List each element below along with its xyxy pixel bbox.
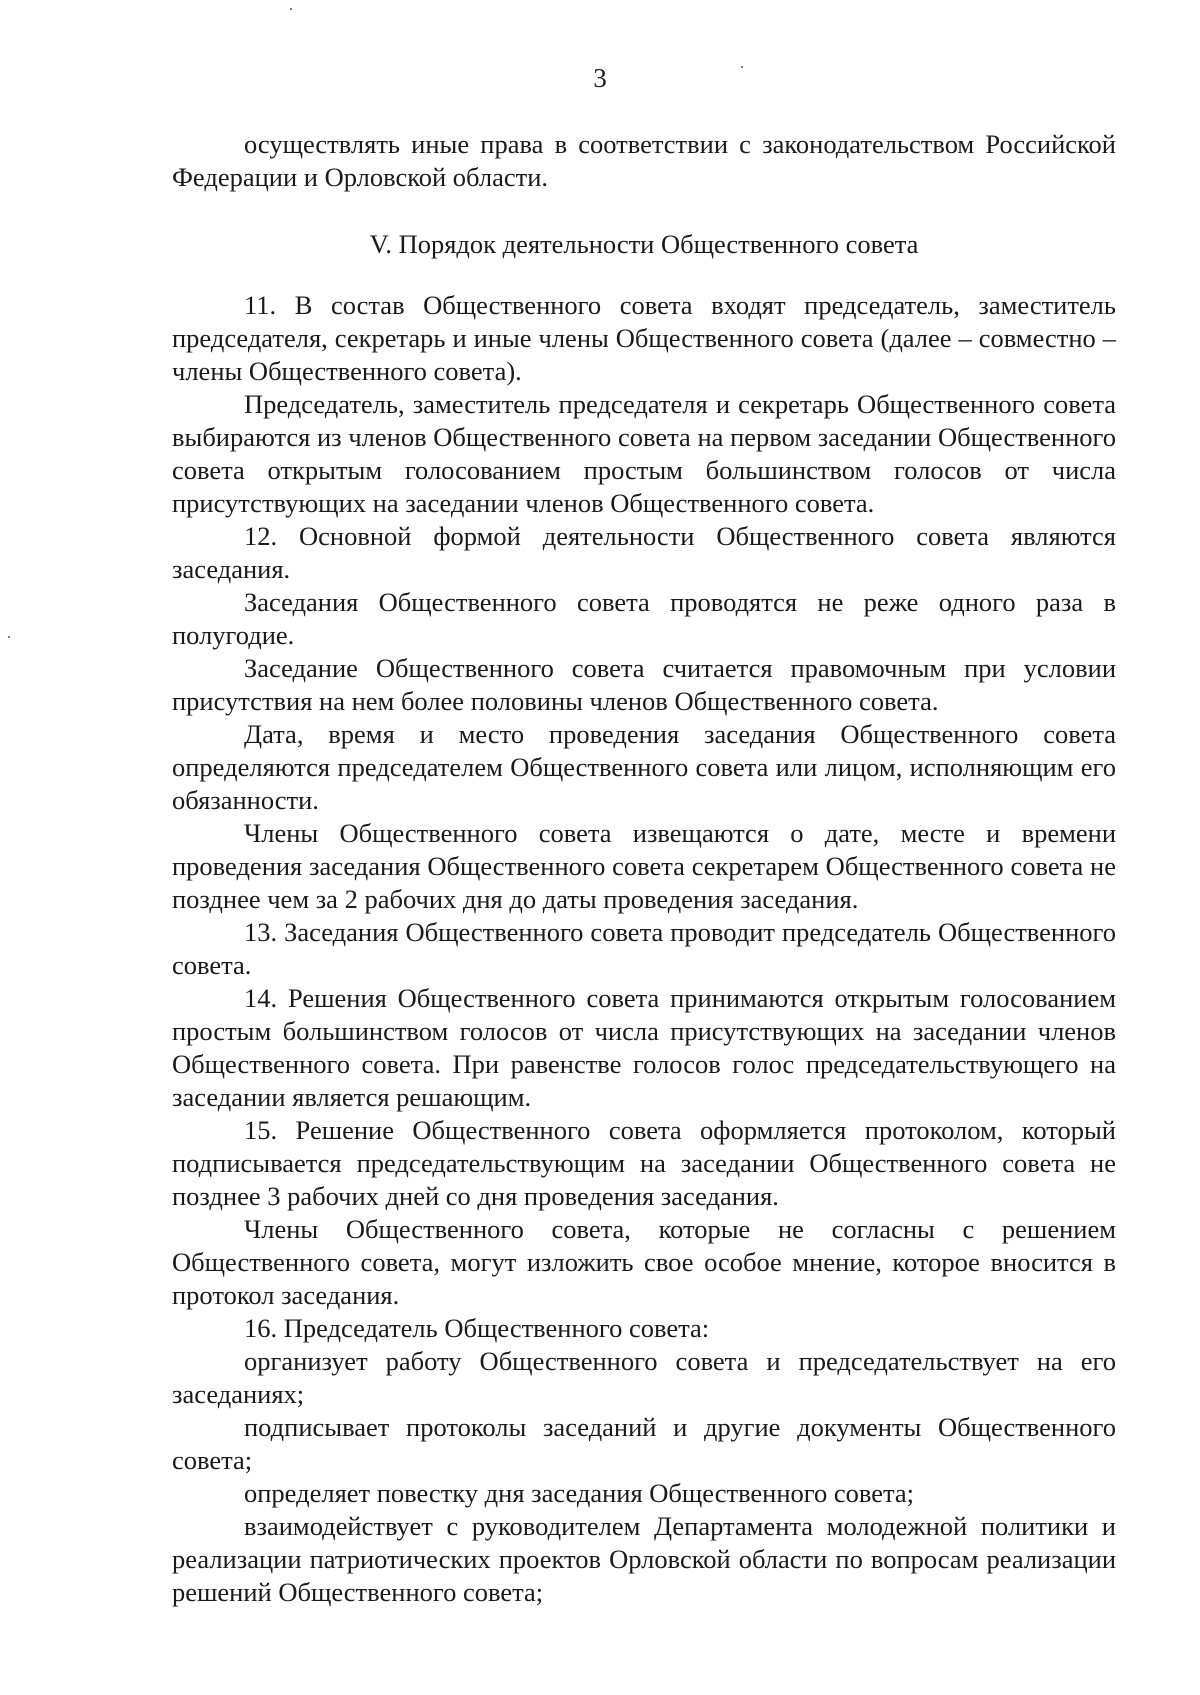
paragraph: определяет повестку дня заседания Общественного совета; bbox=[244, 1478, 915, 1508]
paragraph: организует работу Общественного совета и председательствует на его заседаниях; bbox=[172, 1346, 1116, 1409]
document-body bbox=[172, 128, 1116, 1609]
paragraph: Председатель, заместитель председателя и секретарь Общественного совета выбираются из членов Общественного совета на первом заседании Общественного совета открытым голосованием простым большинством голосов от числа присутствующих на заседании членов Общественного совета. bbox=[172, 389, 1116, 518]
scan-speck bbox=[290, 8, 292, 10]
paragraph: 15. Решение Общественного совета оформляется протоколом, который подписывается председательствующим на заседании Общественного совета не позднее 3 рабочих дней со дня проведения заседания. bbox=[172, 1115, 1116, 1211]
page-number: 3 bbox=[593, 63, 607, 93]
paragraph: 12. Основной формой деятельности Общественного совета являются заседания. bbox=[172, 521, 1116, 584]
paragraph: 11. В состав Общественного совета входят председатель, заместитель председателя, секретарь и иные члены Общественного совета (далее – совместно – члены Общественного совета). bbox=[172, 290, 1116, 386]
paragraph: осуществлять иные права в соответствии с законодательством Российской Федерации и Орловской области. bbox=[172, 129, 1116, 192]
paragraph: Члены Общественного совета извещаются о дате, месте и времени проведения заседания Общественного совета секретарем Общественного совета не позднее чем за 2 рабочих дня до даты проведения заседания. bbox=[172, 818, 1116, 914]
paragraph: подписывает протоколы заседаний и другие документы Общественного совета; bbox=[172, 1412, 1116, 1475]
paragraph: Заседания Общественного совета проводятся не реже одного раза в полугодие. bbox=[172, 587, 1116, 650]
paragraph: 16. Председатель Общественного совета: bbox=[244, 1313, 710, 1343]
section-heading: V. Порядок деятельности Общественного совета bbox=[369, 229, 919, 259]
paragraph: 13. Заседания Общественного совета проводит председатель Общественного совета. bbox=[172, 917, 1116, 980]
paragraph: взаимодействует с руководителем Департамента молодежной политики и реализации патриотических проектов Орловской области по вопросам реализации решений Общественного совета; bbox=[172, 1511, 1116, 1607]
paragraph: Дата, время и место проведения заседания Общественного совета определяются председателем Общественного совета или лицом, исполняющим его обязанности. bbox=[172, 719, 1116, 815]
paragraph: 14. Решения Общественного совета принимаются открытым голосованием простым большинством голосов от числа присутствующих на заседании членов Общественного совета. При равенстве голосов голос председательствующего на заседании является решающим. bbox=[172, 983, 1116, 1112]
paragraph: Члены Общественного совета, которые не согласны с решением Общественного совета, могут изложить свое особое мнение, которое вносится в протокол заседания. bbox=[172, 1214, 1116, 1310]
scan-speck bbox=[8, 636, 10, 638]
paragraph: Заседание Общественного совета считается правомочным при условии присутствия на нем более половины членов Общественного совета. bbox=[172, 653, 1116, 716]
